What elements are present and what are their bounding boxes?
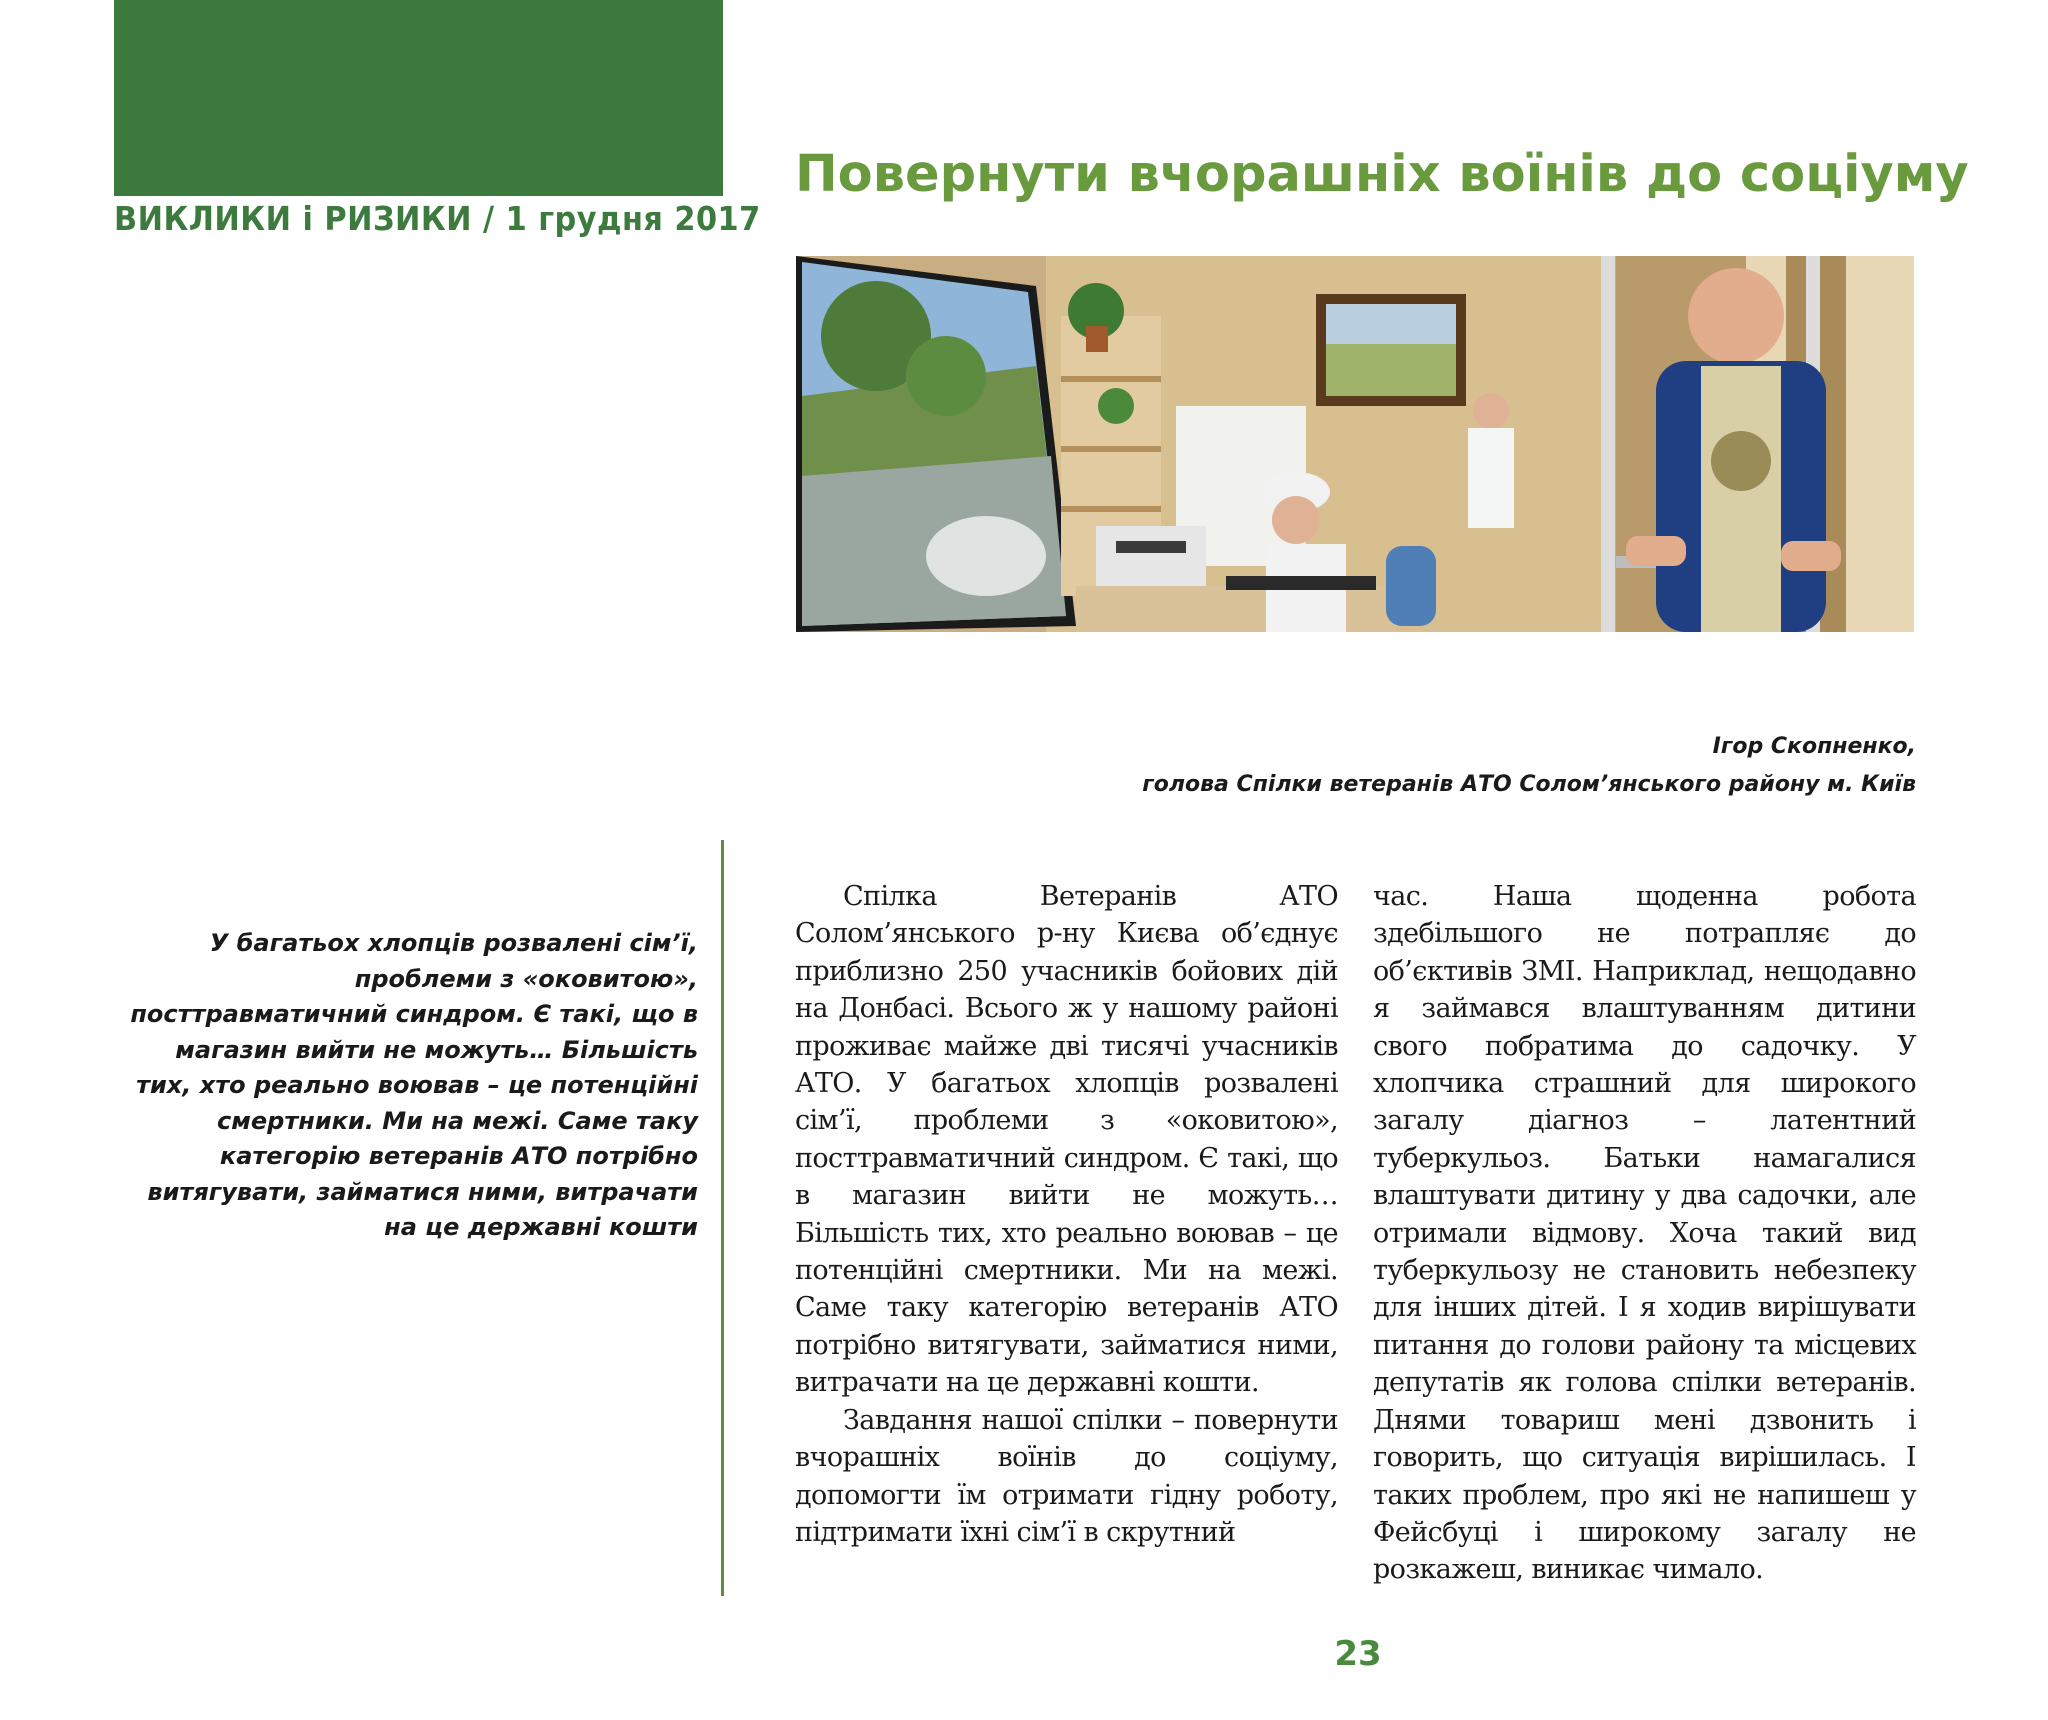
paragraph: Завдання нашої спілки – повернути вчорашніх воїнів до соціуму, допомогти їм отримати гідну роботу, підтримати їхні сім’ї в скрутний (795, 1404, 1338, 1548)
article-title: Повернути вчорашніх воїнів до соціуму (795, 145, 1969, 204)
header-color-block (114, 0, 723, 196)
paragraph: Спілка Ветеранів АТО Солом’янського р-ну Києва об’єднує приблизно 250 учасників бойових дій на Донбасі. Всього ж у нашому районі проживає майже дві тисячі учасників АТО. У багатьох хлопців розвалені сім’ї, проблеми з «оковитою», посттравматичний синдром. Є такі, що в магазин вийти не можуть… Більшість тих, хто реально воював – це потенційні смертники. Ми на межі. Саме таку категорію ветеранів АТО потрібно витягувати, займатися ними, витрачати на це державні кошти. (795, 881, 1338, 1399)
paragraph: час. Наша щоденна робота здебільшого не потрапляє до об’єктивів ЗМІ. Наприклад, нещодавно я займався влаштуванням дитини свого побратима до садочку. У хлопчика страшний для широкого загалу діагноз – латентний туберкульоз. Батьки намагалися влаштувати дитину у два садочки, але отримали відмову. Хоча такий вид туберкульозу не становить небезпеку для інших дітей. І я ходив вирішувати питання до голови району та місцевих депутатів як голова спілки ветеранів. Днями товариш мені дзвонить і говорить, що ситуація вирішилась. І таких проблем, про які не напишеш у Фейсбуці і широкому загалу не розкажеш, виникає чимало. (1373, 881, 1916, 1586)
section-date-header: ВИКЛИКИ і РИЗИКИ / 1 грудня 2017 (114, 199, 761, 238)
article-column-left (795, 878, 1338, 1551)
author-role: голова Спілки ветеранів АТО Солом’янського району м. Київ (1142, 772, 1916, 797)
page-number: 23 (1334, 1634, 1382, 1674)
author-byline (916, 728, 1916, 804)
column-divider (721, 840, 724, 1596)
article-photo (796, 256, 1914, 632)
author-name: Ігор Скопненко, (1712, 734, 1916, 759)
article-column-right (1373, 878, 1916, 1589)
pull-quote: У багатьох хлопців розвалені сім’ї, проблеми з «оковитою», посттравматичний синдром. Є такі, що в магазин вийти не можуть… Більшість тих, хто реально воював – це потенційні смертники. Ми на межі. Саме таку категорію ветеранів АТО потрібно витягувати, займатися ними, витрачати на це державні кошти (130, 929, 698, 1241)
